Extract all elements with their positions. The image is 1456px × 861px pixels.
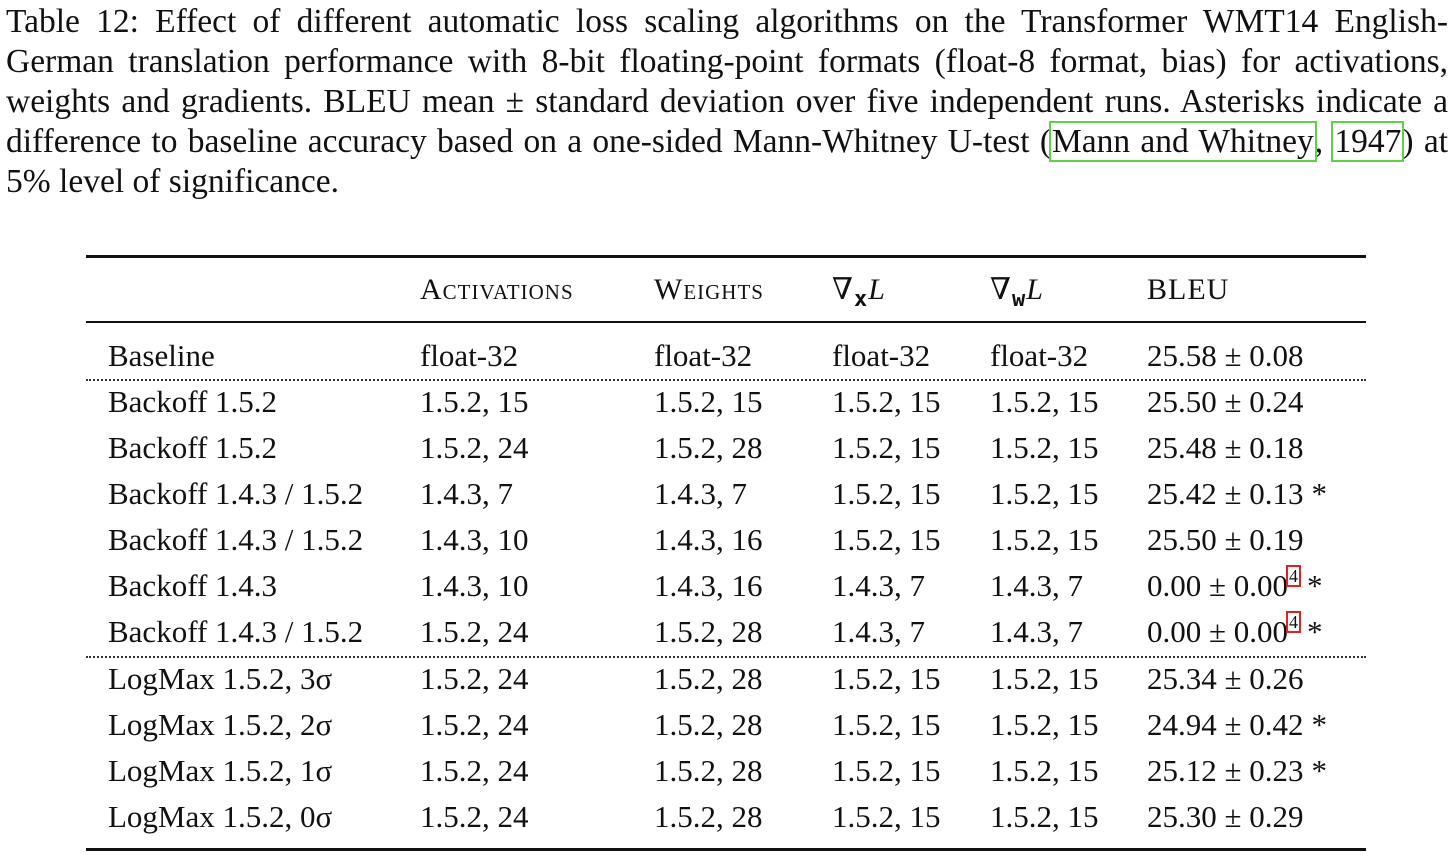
bleu-cell [1147,702,1327,748]
method-cell: Baseline [108,338,215,373]
grad-x-cell: 1.5.2, 15 [832,522,941,557]
method-cell: Backoff 1.5.2 [108,430,278,465]
grad-w-cell: 1.5.2, 15 [990,476,1099,511]
activations-cell: float-32 [420,338,519,373]
citation-link-year[interactable]: 1947 [1334,123,1402,160]
nabla-symbol-x: ∇ [832,273,854,306]
weights-cell: 1.4.3, 7 [654,476,747,511]
weights-cell: 1.5.2, 28 [654,753,763,788]
table-dotted-rule-2 [86,656,1366,658]
grad-w-cell: 1.5.2, 15 [990,799,1099,834]
weights-cell: 1.5.2, 28 [654,799,763,834]
method-cell: Backoff 1.5.2 [108,384,278,419]
citation-link-authors[interactable]: Mann and Whitney [1052,123,1314,160]
grad-w-cell: 1.5.2, 15 [990,522,1099,557]
activations-cell: 1.5.2, 24 [420,430,529,465]
significance-asterisk: * [1311,753,1328,788]
table-row [86,794,1366,840]
activations-cell: 1.4.3, 10 [420,568,529,603]
footnote-link[interactable]: 4 [1289,612,1299,632]
bleu-cell [1147,656,1304,702]
activations-cell: 1.5.2, 24 [420,661,529,696]
bleu-cell [1147,748,1327,794]
method-cell: Backoff 1.4.3 / 1.5.2 [108,614,364,649]
table-row [86,517,1366,563]
weights-cell: 1.5.2, 15 [654,384,763,419]
bleu-value: 25.48 ± 0.18 [1147,430,1304,465]
activations-cell: 1.5.2, 24 [420,799,529,834]
header-grad-x [832,267,886,316]
table-row [86,471,1366,517]
bleu-value: 25.34 ± 0.26 [1147,661,1304,696]
significance-asterisk: * [1307,614,1323,649]
bleu-cell [1147,425,1304,471]
grad-w-cell: 1.4.3, 7 [990,568,1083,603]
grad-w-cell: 1.5.2, 15 [990,707,1099,742]
grad-w-cell: 1.5.2, 15 [990,661,1099,696]
weights-cell: float-32 [654,338,753,373]
bleu-value: 25.12 ± 0.23 [1147,753,1304,788]
bleu-value: 25.50 ± 0.19 [1147,522,1304,557]
grad-x-cell: 1.5.2, 15 [832,430,941,465]
weights-cell: 1.5.2, 28 [654,430,763,465]
header-bleu: BLEU [1147,273,1230,306]
weights-cell: 1.4.3, 16 [654,568,763,603]
grad-x-cell: 1.5.2, 15 [832,661,941,696]
grad-w-loss: L [1026,273,1044,306]
weights-cell: 1.5.2, 28 [654,614,763,649]
table-row [86,379,1366,425]
grad-w-subscript: w [1011,287,1027,312]
method-cell: Backoff 1.4.3 / 1.5.2 [108,476,364,511]
activations-cell: 1.5.2, 24 [420,753,529,788]
method-cell: Backoff 1.4.3 / 1.5.2 [108,522,364,557]
bleu-value: 25.42 ± 0.13 [1147,476,1304,511]
activations-cell: 1.5.2, 15 [420,384,529,419]
grad-w-cell: 1.5.2, 15 [990,753,1099,788]
table-row [86,563,1366,609]
significance-asterisk: * [1311,476,1328,511]
grad-x-cell: 1.5.2, 15 [832,753,941,788]
bleu-value: 25.50 ± 0.24 [1147,384,1304,419]
bleu-cell [1147,609,1323,655]
caption-tail: ) at 5% level of significance. [6,123,1449,200]
table-caption [6,2,1448,202]
grad-x-cell: 1.5.2, 15 [832,476,941,511]
activations-cell: 1.5.2, 24 [420,614,529,649]
method-cell: LogMax 1.5.2, 3σ [108,661,333,696]
grad-x-loss: L [868,273,886,306]
grad-x-cell: 1.5.2, 15 [832,384,941,419]
weights-cell: 1.5.2, 28 [654,707,763,742]
table-dotted-rule-1 [86,379,1366,381]
activations-cell: 1.4.3, 7 [420,476,513,511]
grad-w-cell: float-32 [990,338,1089,373]
header-activations: Activations [420,273,574,306]
method-cell: LogMax 1.5.2, 2σ [108,707,333,742]
grad-w-cell: 1.5.2, 15 [990,384,1099,419]
table-row [86,333,1366,379]
footnote-link[interactable]: 4 [1289,566,1299,586]
significance-asterisk: * [1307,568,1323,603]
grad-x-cell: 1.4.3, 7 [832,614,925,649]
caption-text: Table 12: Effect of different automatic loss scaling algorithms on the Transformer WMT14 English-German translation performance with 8-bit floating-point formats (float-8 format, bias) for activations, weights and gradients. BLEU mean ± standard deviation over five independent runs. Asterisks indicate a difference to baseline accuracy based on a one-sided Mann-Whitney U-test ( [6,3,1448,160]
activations-cell: 1.4.3, 10 [420,522,529,557]
grad-x-cell: 1.4.3, 7 [832,568,925,603]
table-row [86,702,1366,748]
table-header-rule [86,321,1366,323]
bleu-value: 24.94 ± 0.42 [1147,707,1304,742]
bleu-cell [1147,379,1304,425]
grad-w-cell: 1.4.3, 7 [990,614,1083,649]
grad-x-cell: float-32 [832,338,931,373]
bleu-value: 25.30 ± 0.29 [1147,799,1304,834]
header-grad-w [990,267,1044,316]
table-top-rule [86,255,1366,258]
grad-x-cell: 1.5.2, 15 [832,707,941,742]
bleu-cell [1147,333,1304,379]
method-cell: LogMax 1.5.2, 0σ [108,799,333,834]
bleu-value: 25.58 ± 0.08 [1147,338,1304,373]
bleu-value: 0.00 ± 0.00 [1147,614,1289,649]
bleu-cell [1147,471,1327,517]
method-cell: Backoff 1.4.3 [108,568,278,603]
nabla-symbol-w: ∇ [990,273,1012,306]
table-row [86,609,1366,655]
grad-x-cell: 1.5.2, 15 [832,799,941,834]
weights-cell: 1.5.2, 28 [654,661,763,696]
method-cell: LogMax 1.5.2, 1σ [108,753,333,788]
table-header-row [86,267,1366,313]
citation-separator: , [1314,123,1334,160]
bleu-cell [1147,517,1304,563]
grad-w-cell: 1.5.2, 15 [990,430,1099,465]
table-row [86,656,1366,702]
weights-cell: 1.4.3, 16 [654,522,763,557]
activations-cell: 1.5.2, 24 [420,707,529,742]
table-row [86,425,1366,471]
header-weights: Weights [654,273,764,306]
bleu-value: 0.00 ± 0.00 [1147,568,1289,603]
significance-asterisk: * [1311,707,1328,742]
table-row [86,748,1366,794]
bleu-cell [1147,563,1323,609]
bleu-cell [1147,794,1304,840]
table-bottom-rule [86,848,1366,851]
grad-x-subscript: x [853,287,869,312]
